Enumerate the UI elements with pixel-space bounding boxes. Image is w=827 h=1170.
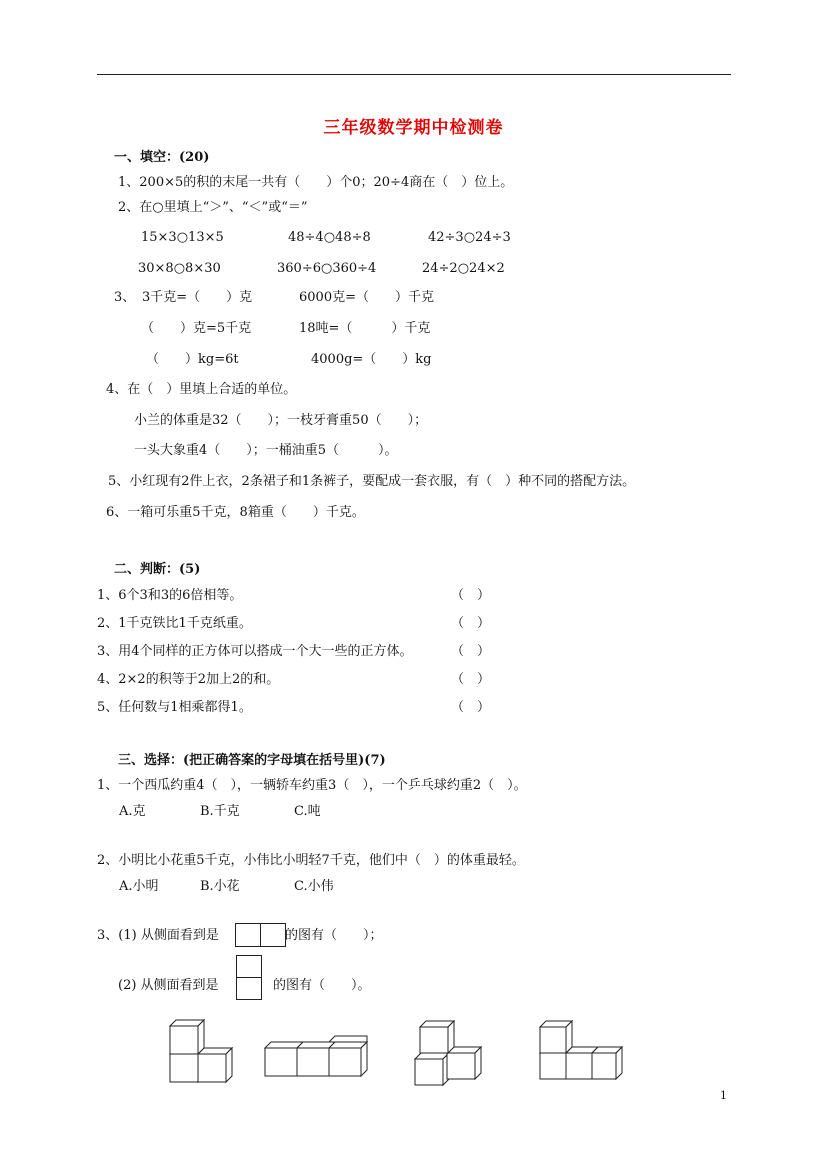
compare-item: 30×8○8×30 xyxy=(138,261,221,276)
judge-item: 4、2×2的积等于2加上2的和。 xyxy=(97,672,280,687)
side-view-square xyxy=(235,923,261,947)
question-1-5: 5、小红现有2件上衣，2条裙子和1条裤子，要配成一套衣服，有（ ）种不同的搭配方法。 xyxy=(108,474,636,489)
page-number: 1 xyxy=(720,1089,727,1102)
choice-option: C.小伟 xyxy=(294,879,334,894)
compare-item: 360÷6○360÷4 xyxy=(277,261,377,276)
cube-figures xyxy=(160,1015,630,1087)
judge-bracket: （ ） xyxy=(451,700,491,715)
judge-bracket: （ ） xyxy=(451,644,491,659)
question-1-4: 4、在（ ）里填上合适的单位。 xyxy=(106,382,297,397)
choice-option: B.小花 xyxy=(200,879,240,894)
page-title: 三年级数学期中检测卷 xyxy=(323,118,504,138)
section-1-heading: 一、填空：(20) xyxy=(114,150,210,165)
unit-item: 4000g=（ ）kg xyxy=(311,352,432,367)
unit-item: （ ）kg=6t xyxy=(146,352,239,367)
question-1-3-label: 3、 xyxy=(114,290,136,305)
section-3-heading: 三、选择：(把正确答案的字母填在括号里)(7) xyxy=(118,753,386,768)
judge-item: 1、6个3和3的6倍相等。 xyxy=(97,588,243,603)
section-2-heading: 二、判断：(5) xyxy=(114,562,201,577)
choice-option: B.千克 xyxy=(200,804,240,819)
side-view-square xyxy=(236,977,262,1000)
judge-item: 2、1千克铁比1千克纸重。 xyxy=(97,616,252,631)
compare-item: 48÷4○48÷8 xyxy=(288,230,371,245)
compare-item: 42÷3○24÷3 xyxy=(428,230,511,245)
header-rule xyxy=(97,74,731,75)
cube-figure-4 xyxy=(540,1021,622,1079)
compare-item: 24÷2○24×2 xyxy=(422,261,505,276)
cube-figure-1 xyxy=(170,1020,232,1082)
choice-option: C.吨 xyxy=(294,804,321,819)
side-view-square xyxy=(260,923,286,947)
choice-question-3-part-1-suffix: 的图有（ ）； xyxy=(285,928,383,943)
choice-option: A.克 xyxy=(119,804,146,819)
judge-item: 3、用4个同样的正方体可以搭成一个大一些的正方体。 xyxy=(97,644,413,659)
unit-item: （ ）克=5千克 xyxy=(141,321,252,336)
unit-item: 18吨=（ ）千克 xyxy=(299,321,431,336)
judge-item: 5、任何数与1相乘都得1。 xyxy=(97,700,252,715)
choice-question-3-part-2: (2) 从侧面看到是 xyxy=(118,978,219,993)
question-1-2: 2、在○里填上“＞”、“＜”或“＝” xyxy=(118,200,308,215)
judge-bracket: （ ） xyxy=(451,588,491,603)
choice-question-3-part-2-suffix: 的图有（ ）。 xyxy=(273,978,371,993)
choice-option: A.小明 xyxy=(119,879,159,894)
question-1-4-line: 一头大象重4（ ）；一桶油重5（ ）。 xyxy=(134,443,398,458)
judge-bracket: （ ） xyxy=(451,616,491,631)
cube-figure-2 xyxy=(265,1036,367,1076)
choice-question-1: 1、一个西瓜约重4（ ），一辆轿车约重3（ ），一个乒乓球约重2（ ）。 xyxy=(97,778,527,793)
side-view-square xyxy=(236,955,262,978)
unit-item: 6000克=（ ）千克 xyxy=(299,290,434,305)
compare-item: 15×3○13×5 xyxy=(141,230,224,245)
unit-item: 3千克=（ ）克 xyxy=(142,290,253,305)
choice-question-2: 2、小明比小花重5千克，小伟比小明轻7千克，他们中（ ）的体重最轻。 xyxy=(97,853,525,868)
question-1-4-line: 小兰的体重是32（ ）；一枝牙膏重50（ ）； xyxy=(134,413,428,428)
judge-bracket: （ ） xyxy=(451,672,491,687)
question-1-1: 1、200×5的积的末尾一共有（ ）个0；20÷4商在（ ）位上。 xyxy=(118,175,514,190)
cube-figure-3 xyxy=(415,1021,481,1085)
choice-question-3-part-1: 3、(1) 从侧面看到是 xyxy=(97,928,219,943)
question-1-6: 6、一箱可乐重5千克，8箱重（ ）千克。 xyxy=(106,505,365,520)
